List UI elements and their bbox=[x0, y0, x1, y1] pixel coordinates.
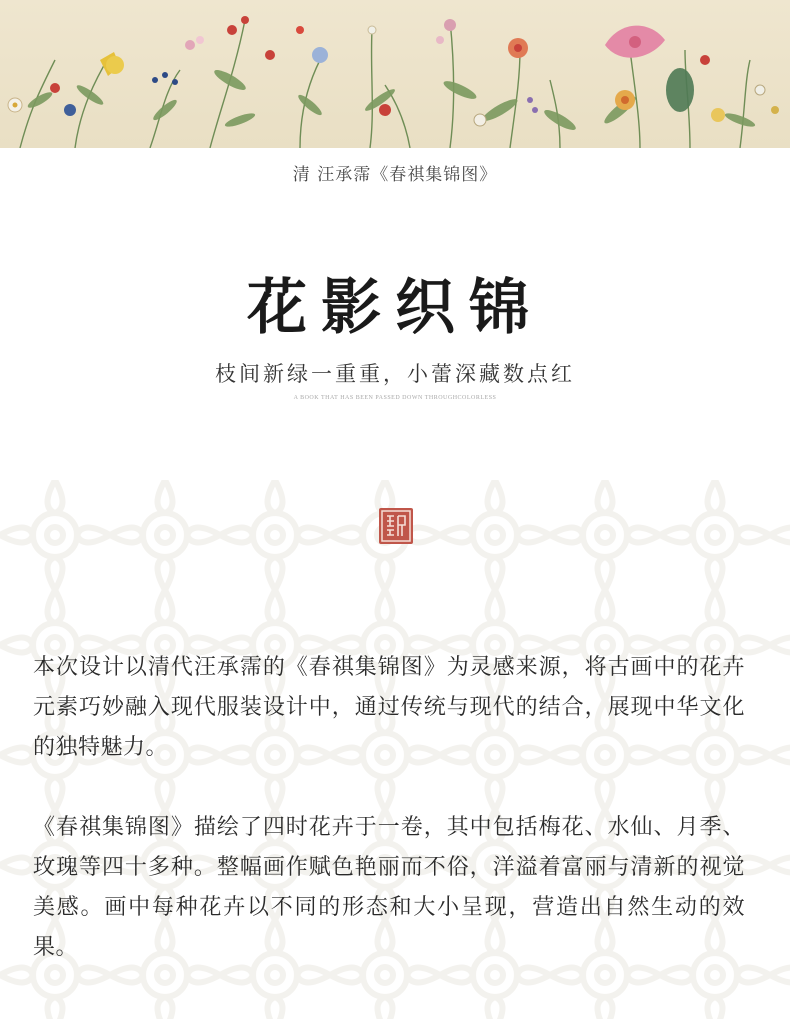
intro-paragraph: 本次设计以清代汪承霈的《春祺集锦图》为灵感来源，将古画中的花卉元素巧妙融入现代服装设计中，通过传统与现代的结合，展现中华文化的独特魅力。 bbox=[33, 655, 745, 760]
painting-caption: 清 汪承霈《春祺集锦图》 bbox=[292, 165, 498, 185]
seal-stamp-icon bbox=[378, 507, 414, 545]
flower-scroll-banner bbox=[0, 0, 790, 148]
english-tagline: A BOOK THAT HAS BEEN PASSED DOWN THROUGHCOLORLESS bbox=[293, 395, 497, 401]
page-title: 花影织锦 bbox=[247, 273, 543, 343]
flower-painting-illustration bbox=[0, 0, 790, 148]
page-subtitle: 枝间新绿一重重，小蕾深藏数点红 bbox=[215, 362, 575, 386]
description-paragraph: 《春祺集锦图》描绘了四时花卉于一卷，其中包括梅花、水仙、月季、玫瑰等四十多种。整幅画作赋色艳丽而不俗，洋溢着富丽与清新的视觉美感。画中每种花卉以不同的形态和大小呈现，营造出自然生动的效果。 bbox=[33, 815, 745, 960]
